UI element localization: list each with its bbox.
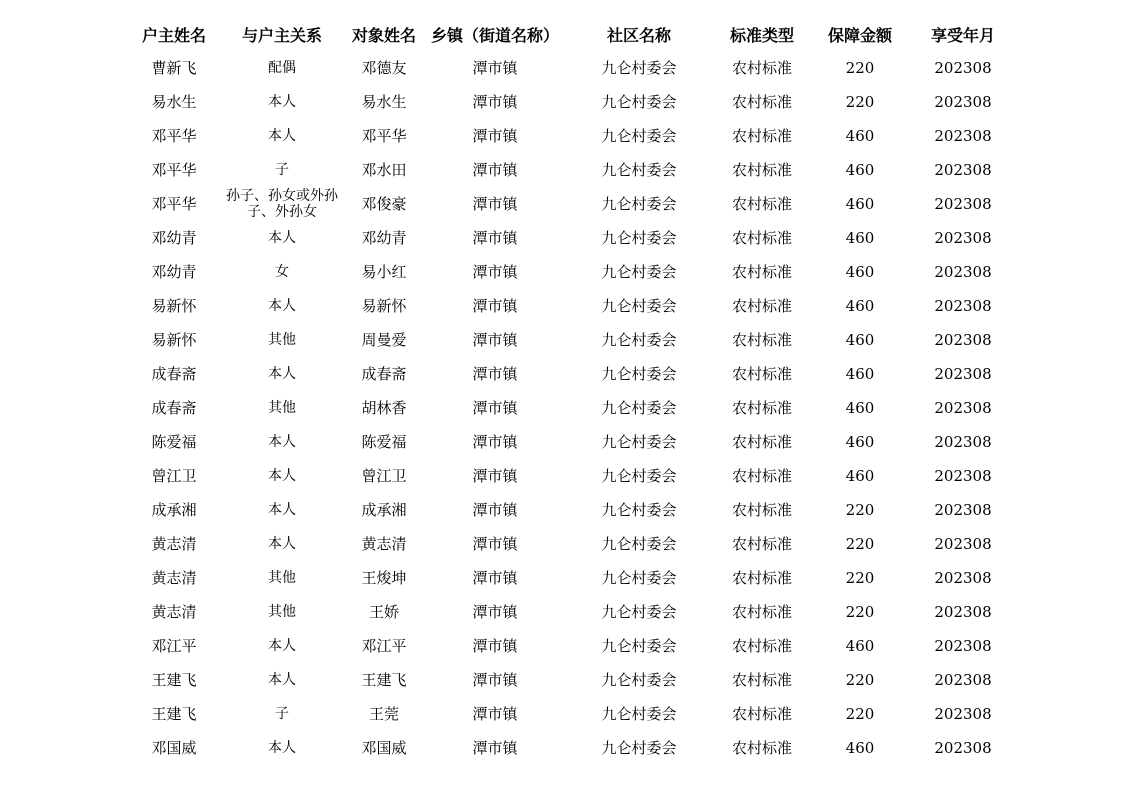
cell-month: 202308 xyxy=(934,704,992,723)
cell-town: 潭市镇 xyxy=(472,296,518,315)
cell-amount: 220 xyxy=(845,704,875,723)
cell-standard-type: 农村标准 xyxy=(731,330,792,349)
cell-relation: 本人 xyxy=(268,298,296,314)
cell-standard-type: 农村标准 xyxy=(731,738,792,757)
header-row xyxy=(122,17,1012,51)
cell-amount: 220 xyxy=(845,92,875,111)
cell-subject-name: 邓德友 xyxy=(361,58,407,77)
cell-subject-name: 成承湘 xyxy=(361,500,407,519)
cell-subject-name: 曾江卫 xyxy=(361,466,407,485)
cell-town: 潭市镇 xyxy=(472,160,518,179)
cell-community: 九仑村委会 xyxy=(601,534,677,553)
cell-head-name: 易新怀 xyxy=(151,296,197,315)
cell-amount: 220 xyxy=(845,58,875,77)
cell-community: 九仑村委会 xyxy=(601,364,677,383)
cell-subject-name: 易小红 xyxy=(361,262,407,281)
cell-relation: 本人 xyxy=(268,230,296,246)
table-row xyxy=(122,731,1012,765)
cell-amount: 460 xyxy=(845,398,875,417)
cell-amount: 460 xyxy=(845,160,875,179)
cell-month: 202308 xyxy=(934,92,992,111)
column-header-subject-name: 对象姓名 xyxy=(351,25,416,45)
cell-relation: 本人 xyxy=(268,434,296,450)
cell-amount: 220 xyxy=(845,602,875,621)
column-header-town: 乡镇（街道名称） xyxy=(430,25,559,45)
cell-community: 九仑村委会 xyxy=(601,568,677,587)
cell-town: 潭市镇 xyxy=(472,568,518,587)
cell-head-name: 黄志清 xyxy=(151,534,197,553)
cell-head-name: 成春斋 xyxy=(151,364,197,383)
cell-month: 202308 xyxy=(934,636,992,655)
cell-standard-type: 农村标准 xyxy=(731,466,792,485)
table-row xyxy=(122,629,1012,663)
cell-subject-name: 邓国威 xyxy=(361,738,407,757)
cell-town: 潭市镇 xyxy=(472,670,518,689)
cell-standard-type: 农村标准 xyxy=(731,432,792,451)
cell-month: 202308 xyxy=(934,194,992,213)
table-row xyxy=(122,697,1012,731)
cell-town: 潭市镇 xyxy=(472,432,518,451)
cell-community: 九仑村委会 xyxy=(601,194,677,213)
cell-month: 202308 xyxy=(934,228,992,247)
cell-subject-name: 邓江平 xyxy=(361,636,407,655)
table-row xyxy=(122,85,1012,119)
cell-month: 202308 xyxy=(934,296,992,315)
cell-amount: 460 xyxy=(845,262,875,281)
cell-standard-type: 农村标准 xyxy=(731,160,792,179)
cell-community: 九仑村委会 xyxy=(601,738,677,757)
table-row xyxy=(122,51,1012,85)
cell-relation: 子 xyxy=(275,162,289,178)
cell-standard-type: 农村标准 xyxy=(731,92,792,111)
cell-standard-type: 农村标准 xyxy=(731,568,792,587)
column-header-head-name: 户主姓名 xyxy=(141,25,206,45)
cell-amount: 460 xyxy=(845,738,875,757)
column-header-amount: 保障金额 xyxy=(827,25,892,45)
cell-amount: 460 xyxy=(845,296,875,315)
cell-subject-name: 黄志清 xyxy=(361,534,407,553)
table-row xyxy=(122,289,1012,323)
table-row xyxy=(122,425,1012,459)
cell-town: 潭市镇 xyxy=(472,262,518,281)
cell-community: 九仑村委会 xyxy=(601,704,677,723)
cell-relation: 其他 xyxy=(268,400,296,416)
column-header-month: 享受年月 xyxy=(930,25,995,45)
cell-community: 九仑村委会 xyxy=(601,602,677,621)
cell-month: 202308 xyxy=(934,262,992,281)
table-row xyxy=(122,459,1012,493)
cell-head-name: 邓平华 xyxy=(151,160,197,179)
cell-subject-name: 易水生 xyxy=(361,92,407,111)
cell-community: 九仑村委会 xyxy=(601,296,677,315)
cell-standard-type: 农村标准 xyxy=(731,534,792,553)
cell-relation: 子 xyxy=(275,706,289,722)
cell-amount: 460 xyxy=(845,466,875,485)
table-body xyxy=(122,51,1012,765)
cell-amount: 460 xyxy=(845,330,875,349)
cell-town: 潭市镇 xyxy=(472,58,518,77)
cell-community: 九仑村委会 xyxy=(601,670,677,689)
cell-head-name: 陈爱福 xyxy=(151,432,197,451)
cell-subject-name: 邓俊豪 xyxy=(361,194,407,213)
cell-standard-type: 农村标准 xyxy=(731,126,792,145)
cell-month: 202308 xyxy=(934,568,992,587)
cell-town: 潭市镇 xyxy=(472,364,518,383)
cell-community: 九仑村委会 xyxy=(601,262,677,281)
cell-relation: 女 xyxy=(275,264,289,280)
cell-relation: 其他 xyxy=(268,570,296,586)
cell-community: 九仑村委会 xyxy=(601,126,677,145)
table-row xyxy=(122,119,1012,153)
cell-head-name: 王建飞 xyxy=(151,704,197,723)
cell-head-name: 曾江卫 xyxy=(151,466,197,485)
cell-town: 潭市镇 xyxy=(472,602,518,621)
table-row xyxy=(122,357,1012,391)
cell-amount: 220 xyxy=(845,568,875,587)
cell-town: 潭市镇 xyxy=(472,92,518,111)
cell-relation: 本人 xyxy=(268,502,296,518)
table-row xyxy=(122,663,1012,697)
cell-community: 九仑村委会 xyxy=(601,58,677,77)
cell-standard-type: 农村标准 xyxy=(731,58,792,77)
cell-community: 九仑村委会 xyxy=(601,92,677,111)
cell-town: 潭市镇 xyxy=(472,534,518,553)
cell-subject-name: 王焌坤 xyxy=(361,568,407,587)
cell-head-name: 邓平华 xyxy=(151,194,197,213)
cell-relation: 本人 xyxy=(268,740,296,756)
cell-month: 202308 xyxy=(934,364,992,383)
cell-amount: 460 xyxy=(845,194,875,213)
cell-head-name: 易新怀 xyxy=(151,330,197,349)
cell-head-name: 邓国威 xyxy=(151,738,197,757)
cell-relation: 本人 xyxy=(268,128,296,144)
cell-head-name: 王建飞 xyxy=(151,670,197,689)
cell-amount: 460 xyxy=(845,432,875,451)
cell-town: 潭市镇 xyxy=(472,228,518,247)
cell-head-name: 黄志清 xyxy=(151,568,197,587)
cell-head-name: 邓幼青 xyxy=(151,262,197,281)
cell-head-name: 成春斋 xyxy=(151,398,197,417)
cell-town: 潭市镇 xyxy=(472,330,518,349)
cell-subject-name: 邓幼青 xyxy=(361,228,407,247)
cell-town: 潭市镇 xyxy=(472,704,518,723)
cell-relation: 本人 xyxy=(268,468,296,484)
cell-month: 202308 xyxy=(934,330,992,349)
table-row xyxy=(122,527,1012,561)
cell-standard-type: 农村标准 xyxy=(731,228,792,247)
table-row xyxy=(122,255,1012,289)
cell-community: 九仑村委会 xyxy=(601,160,677,179)
cell-head-name: 邓幼青 xyxy=(151,228,197,247)
cell-head-name: 邓平华 xyxy=(151,126,197,145)
cell-town: 潭市镇 xyxy=(472,500,518,519)
cell-town: 潭市镇 xyxy=(472,636,518,655)
cell-relation: 本人 xyxy=(268,366,296,382)
cell-town: 潭市镇 xyxy=(472,126,518,145)
cell-amount: 460 xyxy=(845,636,875,655)
cell-subject-name: 王建飞 xyxy=(361,670,407,689)
cell-standard-type: 农村标准 xyxy=(731,364,792,383)
table-row xyxy=(122,595,1012,629)
column-header-standard-type: 标准类型 xyxy=(729,25,794,45)
cell-standard-type: 农村标准 xyxy=(731,296,792,315)
cell-amount: 460 xyxy=(845,126,875,145)
cell-subject-name: 陈爱福 xyxy=(361,432,407,451)
cell-relation: 本人 xyxy=(268,94,296,110)
cell-relation: 其他 xyxy=(268,604,296,620)
cell-head-name: 黄志清 xyxy=(151,602,197,621)
cell-relation: 本人 xyxy=(268,672,296,688)
cell-subject-name: 王娇 xyxy=(368,602,399,621)
cell-amount: 460 xyxy=(845,364,875,383)
cell-subject-name: 易新怀 xyxy=(361,296,407,315)
cell-standard-type: 农村标准 xyxy=(731,194,792,213)
cell-standard-type: 农村标准 xyxy=(731,636,792,655)
cell-relation: 孙子、孙女或外孙子、外孙女 xyxy=(226,188,338,220)
cell-community: 九仑村委会 xyxy=(601,500,677,519)
table-row xyxy=(122,187,1012,221)
table-row xyxy=(122,221,1012,255)
cell-standard-type: 农村标准 xyxy=(731,500,792,519)
table-row xyxy=(122,323,1012,357)
cell-subject-name: 邓水田 xyxy=(361,160,407,179)
cell-subject-name: 邓平华 xyxy=(361,126,407,145)
cell-amount: 220 xyxy=(845,534,875,553)
cell-head-name: 成承湘 xyxy=(151,500,197,519)
cell-head-name: 邓江平 xyxy=(151,636,197,655)
cell-month: 202308 xyxy=(934,432,992,451)
cell-month: 202308 xyxy=(934,398,992,417)
cell-subject-name: 成春斋 xyxy=(361,364,407,383)
cell-month: 202308 xyxy=(934,500,992,519)
column-header-community: 社区名称 xyxy=(606,25,671,45)
cell-month: 202308 xyxy=(934,670,992,689)
cell-community: 九仑村委会 xyxy=(601,636,677,655)
cell-month: 202308 xyxy=(934,126,992,145)
cell-standard-type: 农村标准 xyxy=(731,602,792,621)
cell-community: 九仑村委会 xyxy=(601,228,677,247)
cell-month: 202308 xyxy=(934,466,992,485)
cell-relation: 本人 xyxy=(268,638,296,654)
cell-town: 潭市镇 xyxy=(472,466,518,485)
assistance-table xyxy=(122,17,1012,765)
cell-amount: 220 xyxy=(845,670,875,689)
cell-head-name: 易水生 xyxy=(151,92,197,111)
cell-standard-type: 农村标准 xyxy=(731,704,792,723)
cell-subject-name: 王莞 xyxy=(368,704,399,723)
table-row xyxy=(122,153,1012,187)
table-row xyxy=(122,561,1012,595)
column-header-relation: 与户主关系 xyxy=(241,25,322,45)
cell-standard-type: 农村标准 xyxy=(731,398,792,417)
cell-relation: 本人 xyxy=(268,536,296,552)
table-row xyxy=(122,493,1012,527)
cell-head-name: 曹新飞 xyxy=(151,58,197,77)
cell-month: 202308 xyxy=(934,738,992,757)
cell-subject-name: 胡林香 xyxy=(361,398,407,417)
cell-month: 202308 xyxy=(934,58,992,77)
cell-community: 九仑村委会 xyxy=(601,432,677,451)
cell-community: 九仑村委会 xyxy=(601,398,677,417)
cell-relation: 其他 xyxy=(268,332,296,348)
cell-town: 潭市镇 xyxy=(472,398,518,417)
cell-community: 九仑村委会 xyxy=(601,466,677,485)
cell-month: 202308 xyxy=(934,160,992,179)
table-row xyxy=(122,391,1012,425)
cell-relation: 配偶 xyxy=(268,60,296,76)
cell-subject-name: 周曼爱 xyxy=(361,330,407,349)
cell-amount: 220 xyxy=(845,500,875,519)
cell-community: 九仑村委会 xyxy=(601,330,677,349)
cell-town: 潭市镇 xyxy=(472,738,518,757)
cell-town: 潭市镇 xyxy=(472,194,518,213)
cell-amount: 460 xyxy=(845,228,875,247)
cell-month: 202308 xyxy=(934,534,992,553)
cell-month: 202308 xyxy=(934,602,992,621)
cell-standard-type: 农村标准 xyxy=(731,262,792,281)
cell-standard-type: 农村标准 xyxy=(731,670,792,689)
